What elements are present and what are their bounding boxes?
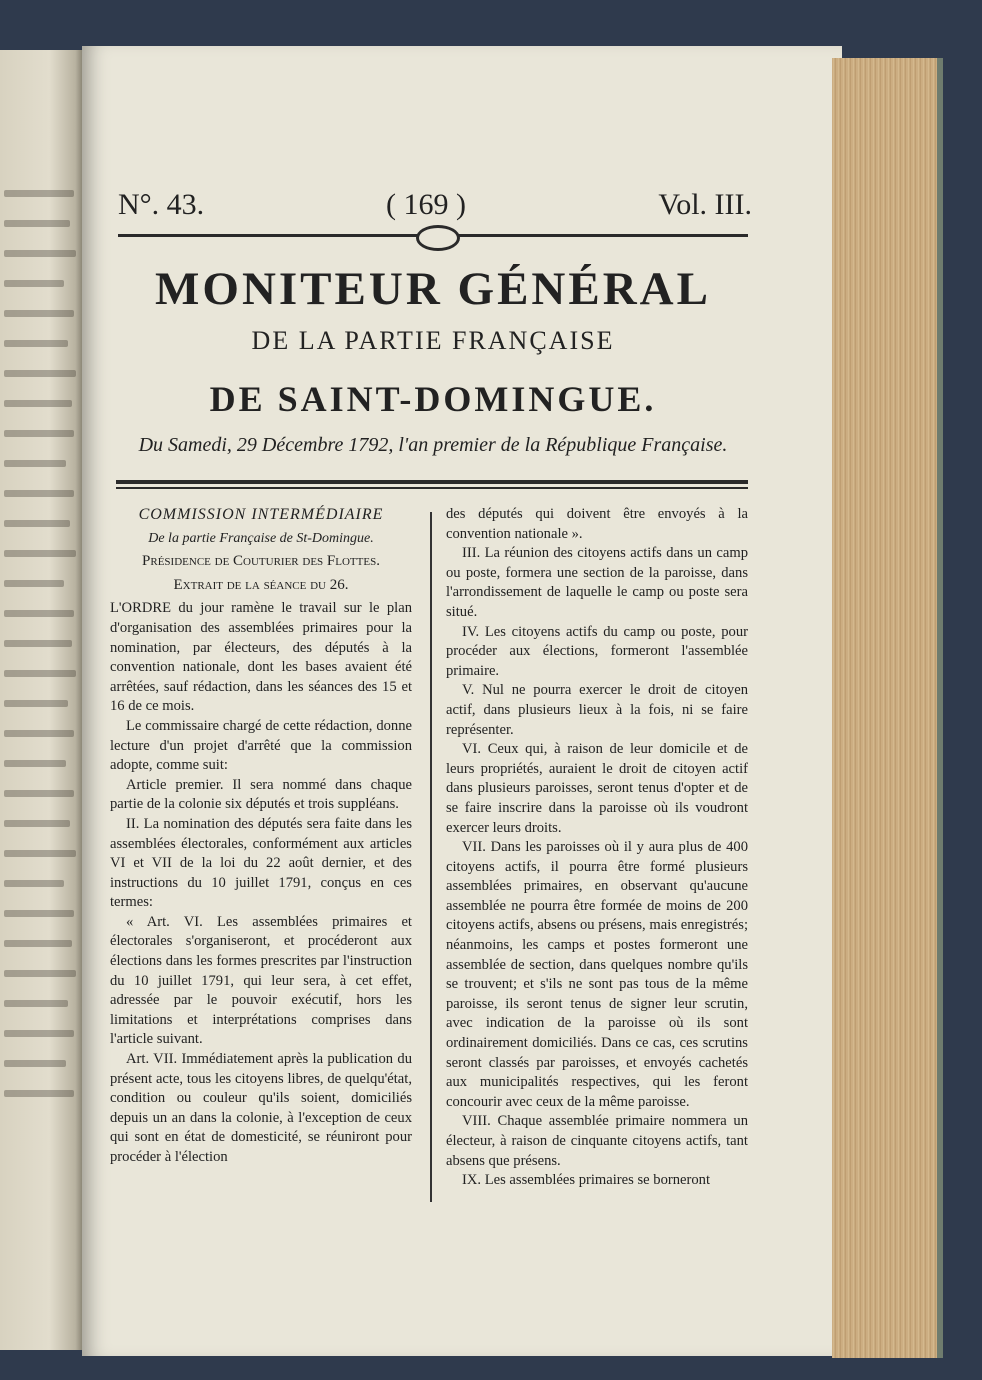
ornament-knot-icon xyxy=(416,225,460,251)
paragraph: Le commissaire chargé de cette rédaction, donne lecture d'un projet d'arrêté que la commission adopte, comme suit: xyxy=(110,717,412,774)
paragraph: L'ORDRE du jour ramène le travail sur le plan d'organisation des assemblées primaires pour la nomination, par électeurs, des députés à la convention nationale, dont les bases avaient été arrêtées, sauf rédaction, dans les séances des 15 et 16 de ce mois. xyxy=(110,600,412,715)
paragraph: IV. Les citoyens actifs du camp ou poste, pour procéder aux élections, formeront l'assemblée primaire. xyxy=(446,623,748,679)
paragraph: des députés qui doivent être envoyés à la convention nationale ». xyxy=(446,506,748,542)
section-subheading: De la partie Française de St-Domingue. xyxy=(148,530,374,546)
paragraph: III. La réunion des citoyens actifs dans un camp ou poste, formera une section de la paroisse, dans l'arrondissement de laquelle le camp ou poste sera situé. xyxy=(446,545,748,620)
paragraph: Art. VII. Immédiatement après la publication du présent acte, tous les citoyens libres, de quelqu'état, condition ou couleur qu'ils soient, domiciliés depuis un an dans la colonie, à l'exception de ceux qui sont en état de domesticité, se réuniront pour procéder à l'élection xyxy=(110,1051,412,1165)
presidency-heading: Présidence de Couturier des Flottes. xyxy=(142,553,380,570)
paragraph: IX. Les assemblées primaires se borneront xyxy=(462,1172,711,1189)
volume-number: Vol. III. xyxy=(658,188,752,221)
paragraph: « Art. VI. Les assemblées primaires et électorales s'organiseront, et procéderont aux élections dans les formes prescrites par l'instruction du 10 juillet 1791, qui leur sera, à cet effet, adressée par le pouvoir exécutif, hors les limitations et interprétations comprises dans l'article suivant. xyxy=(110,913,412,1048)
paragraph: VIII. Chaque assemblée primaire nommera un électeur, à raison de cinquante citoyens actifs, tant absens que présens. xyxy=(446,1113,748,1169)
section-heading: COMMISSION INTERMÉDIAIRE xyxy=(138,506,384,523)
column-divider xyxy=(430,512,432,1202)
paragraph: II. La nomination des députés sera faite dans les assemblées électorales, conformément aux articles VI et VII de la loi du 22 août dernier, et des instructions du 10 juillet 1791, conçus en ces termes: xyxy=(110,815,412,911)
paragraph: VII. Dans les paroisses où il y aura plus de 400 citoyens actifs, il pourra être formé plusieurs assemblées primaires, en observant qu'aucune assemblée ne pourra être formée de moins de 200 citoyens actifs, absens ou présens, mais enregistrés; néanmoins, les camps et postes formeront une assemblée de section, dans quelques nombre qu'ils se trouvent; et s'ils ne sont pas tous de la même paroisse, ils seront tenus de signer leur scrutin, avec indication de la paroisse où ils sont ordinairement domiciliés. Dans ce cas, ces scrutins seront classés par paroisses, et envoyés cachetés aux municipalités respectives, qui les feront concourir avec ceux de la même paroisse. xyxy=(446,839,748,1110)
page-number: ( 169 ) xyxy=(386,188,466,221)
paragraph: VI. Ceux qui, à raison de leur domicile et de leurs propriétés, auraient le droit de citoyen actif dans plusieurs paroisses, seront tenus d'opter et de se faire inscrire dans la paroisse où ils voudront exercer leurs droits. xyxy=(446,741,748,836)
double-rule xyxy=(116,480,748,490)
paragraph: Article premier. Il sera nommé dans chaque partie de la colonie six députés et trois suppléans. xyxy=(110,776,412,813)
masthead-subtitle-2: DE SAINT-DOMINGUE. xyxy=(209,379,657,419)
book-page-edges xyxy=(832,58,943,1358)
paragraph: V. Nul ne pourra exercer le droit de citoyen actif, dans plusieurs lieux à la fois, ni se faire représenter. xyxy=(446,682,748,738)
masthead-subtitle: DE LA PARTIE FRANÇAISE xyxy=(251,326,615,355)
issue-number: N°. 43. xyxy=(118,188,205,221)
left-column xyxy=(110,505,412,1168)
extract-heading: Extrait de la séance du 26. xyxy=(173,576,349,593)
masthead-title: MONITEUR GÉNÉRAL xyxy=(155,263,711,315)
ornamental-rule xyxy=(118,229,748,243)
dateline: Du Samedi, 29 Décembre 1792, l'an premier de la République Française. xyxy=(138,434,728,456)
right-column xyxy=(446,505,748,1191)
facing-page xyxy=(0,50,82,1350)
page-header xyxy=(118,188,752,222)
